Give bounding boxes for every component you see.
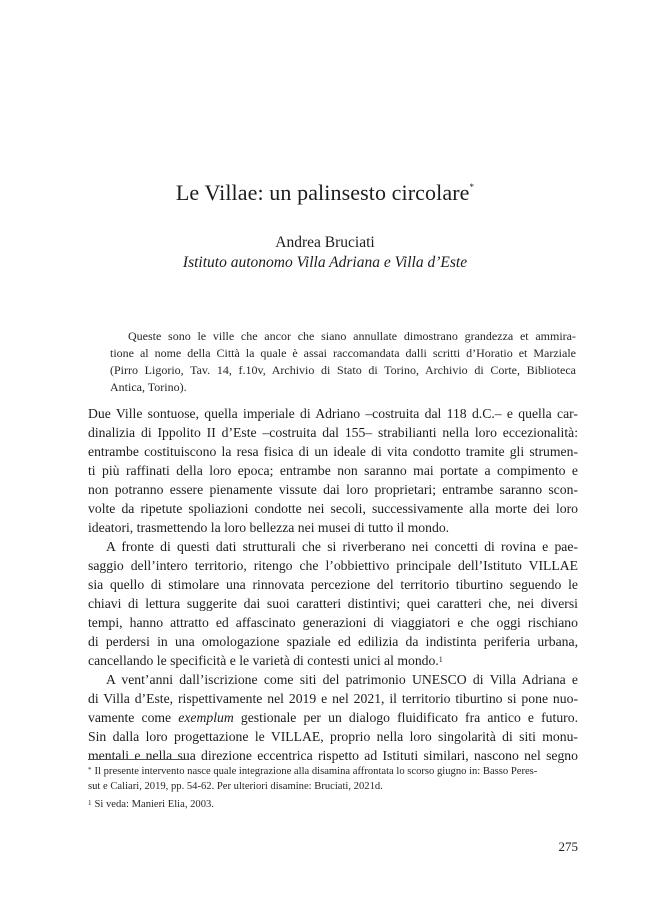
text-line: ti più raffinati della loro epoca; entrambe non saranno mai portate a compimento e — [88, 463, 578, 478]
text-line: di Villa d’Este, rispettivamente nel 2019 e nel 2021, il territorio tiburtino si pone nuo- — [88, 691, 578, 706]
epigraph-line: Antica, Torino). — [110, 380, 187, 394]
text-line: non potranno essere pienamente vissute dai loro proprietari; entrambe saranno scon- — [88, 482, 578, 497]
text-line: di perdersi in una omologazione spaziale ed edilizia da indistinta periferia urbana, — [88, 634, 578, 649]
emphasized-term: exemplum — [178, 710, 234, 725]
footnote-line — [88, 764, 578, 779]
text-line: Due Ville sontuose, quella imperiale di Adriano –costruita dal 118 d.C.– e quella car- — [88, 406, 578, 421]
text-segment: gestionale per un dialogo fluidificato fra antico e futuro. — [233, 710, 578, 725]
footnotes — [88, 764, 578, 812]
body-text — [88, 404, 578, 765]
paragraph-3 — [88, 670, 578, 765]
epigraph-line: (Pirro Ligorio, Tav. 14, f.10v, Archivio di Stato di Torino, Archivio di Corte, Biblioteca — [110, 363, 576, 377]
author-name: Andrea Bruciati — [275, 234, 375, 251]
text-line: tempi, hanno attratto ed affascinato generazioni di viaggiatori e che oggi rischiano — [88, 615, 578, 630]
text-line: A fronte di questi dati strutturali che si riverberano nei concetti di rovina e pae- — [106, 539, 578, 554]
text-line — [88, 708, 578, 727]
author-affiliation: Istituto autonomo Villa Adriana e Villa d’Este — [182, 254, 468, 271]
text-line: sia quello di stimolare una rinnovata percezione del territorio tiburtino seguendo le — [88, 577, 578, 592]
footnote-1 — [88, 797, 578, 812]
text-line-content: cancellando le specificità e le varietà di contesti unici al mondo. — [88, 653, 439, 668]
text-line: volte da ripetute spoliazioni condotte nei secoli, successivamente alla morte dei loro — [88, 501, 578, 516]
paragraph-2 — [88, 537, 578, 670]
footnote-text: Si veda: Manieri Elia, 2003. — [94, 799, 214, 810]
text-line: dinalizia di Ippolito II d’Este –costruita dal 155– strabilianti nella loro eccezionalità: — [88, 425, 578, 440]
text-line: ideatori, trasmettendo la loro bellezza nei musei di tutto il mondo. — [88, 520, 450, 535]
epigraph — [110, 328, 576, 396]
page-title — [0, 180, 650, 206]
title-text: Le Villae: un palinsesto circolare — [175, 180, 470, 205]
text-segment: vamente come — [88, 710, 179, 725]
page-number: 275 — [558, 839, 578, 854]
footnote-mark: 1 — [88, 799, 92, 807]
text-line: mentali e nella sua direzione eccentrica rispetto ad Istituti similari, nascono nel segno — [88, 748, 578, 763]
paragraph-1 — [88, 404, 578, 537]
text-line: A vent’anni dall’iscrizione come siti del patrimonio UNESCO di Villa Adriana e — [106, 672, 578, 687]
text-line: chiavi di lettura suggerite dai suoi caratteri distintivi; quei caratteri che, nei diversi — [88, 596, 578, 611]
epigraph-line: tione al nome della Città la quale è assai raccomandata dalli scritti d’Horatio et Marziale — [110, 346, 576, 360]
footnote-ref-1: 1 — [438, 655, 443, 664]
footnote-text: Il presente intervento nasce quale integrazione alla disamina affrontata lo scorso giugno in: Basso Peres- — [94, 766, 538, 777]
title-footnote-mark: * — [469, 182, 475, 192]
text-line — [88, 651, 578, 670]
epigraph-line: Queste sono le ville che ancor che siano annullate dimostrano grandezza et ammira- — [128, 329, 576, 343]
footnote-rule — [88, 759, 186, 760]
text-line: Sin dalla loro progettazione le VILLAE, proprio nella loro singolarità di siti monu- — [88, 729, 578, 744]
text-line: saggio dell’intero territorio, ritengo che l’obbiettivo principale dell’Istituto VILLAE — [88, 558, 578, 573]
footnote-line: sut e Caliari, 2019, pp. 54-62. Per ulteriori disamine: Bruciati, 2021d. — [88, 781, 383, 792]
footnote-mark: * — [88, 766, 92, 774]
footnote-line — [88, 797, 578, 812]
text-line: entrambe costituiscono la resa fisica di un ideale di vita condotto tramite gli strumen- — [88, 444, 578, 459]
footnote-title — [88, 764, 578, 794]
